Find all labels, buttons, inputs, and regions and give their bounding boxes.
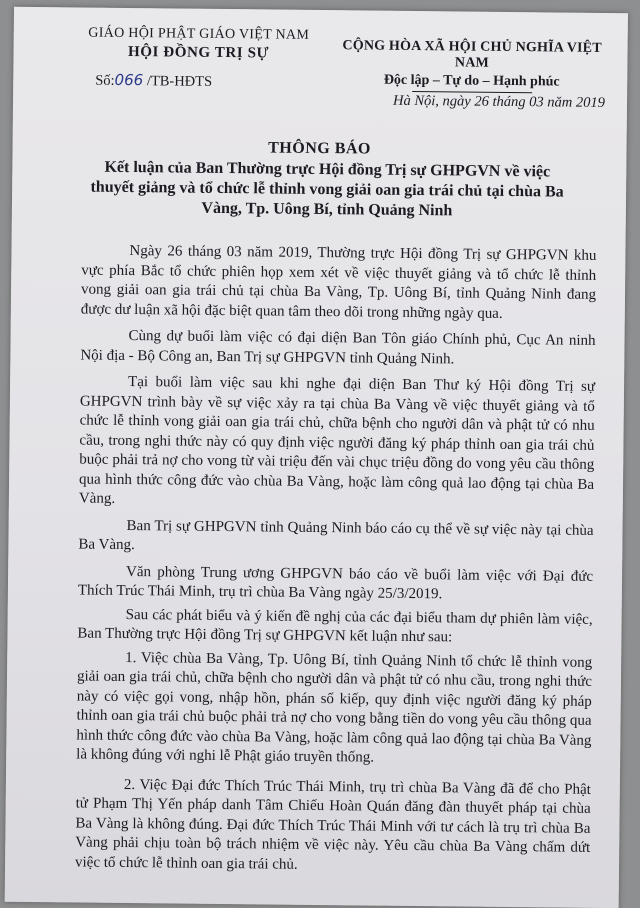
parent-organization: GIÁO HỘI PHẬT GIÁO VIỆT NAM: [88, 25, 310, 43]
nation-name: CỘNG HÒA XÃ HỘI CHỦ NGHĨA VIỆT NAM: [342, 38, 602, 71]
document-page: [5, 7, 628, 908]
issuer-block: [83, 26, 313, 63]
organization-name: HỘI ĐỒNG TRỊ SỰ: [127, 43, 270, 62]
place-date: Hà Nội, ngày 26 tháng 03 năm 2019: [392, 92, 605, 111]
paragraph: Văn phòng Trung ương GHPGVN báo cáo về buổi làm việc với Đại đức Thích Trúc Thái Minh, trụ trì chùa Ba Vàng ngày 25/3/2019.: [77, 563, 594, 603]
paragraph: Ban Trị sự GHPGVN tỉnh Quảng Ninh báo cáo cụ thể về sự việc này tại chùa Ba Vàng.: [78, 517, 594, 554]
paragraph: Sau các phát biểu và ý kiến đề nghị của các đại biểu tham dự phiên làm việc, Ban Thường trực Hội đồng Trị sự GHPGVN kết luận như sau:: [77, 606, 593, 646]
document-body: [75, 242, 597, 888]
document-subtitle: Kết luận của Ban Thường trực Hội đồng Trị sự GHPGVN về việc thuyết giảng và tổ chức lễ thỉnh vong giải oan gia trái chủ tại chùa Ba Vàng, Tp. Uông Bí, tỉnh Quảng Ninh: [90, 158, 564, 220]
document-title: THÔNG BÁO: [268, 139, 371, 158]
national-motto: Độc lập – Tự do – Hạnh phúc: [383, 72, 560, 90]
paragraph: Ngày 26 tháng 03 năm 2019, Thường trực Hội đồng Trị sự GHPGVN khu vực phía Bắc tổ chức phiên họp xem xét về việc thuyết giảng và tổ chức lễ thỉnh vong giải oan gia trái chủ tại chùa Ba Vàng, Tp. Uông Bí, tỉnh Quảng Ninh đang được dư luận xã hội đặc biệt quan tâm theo dõi trong những ngày qua.: [80, 243, 597, 322]
handwritten-number: 066: [114, 70, 144, 90]
paragraph: Cùng dự buổi làm việc có đại diện Ban Tôn giáo Chính phủ, Cục An ninh Nội địa - Bộ Công an, Ban Trị sự GHPGVN tỉnh Quảng Ninh.: [80, 328, 596, 367]
conclusion-item: 2. Việc Đại đức Thích Trúc Thái Minh, trụ trì chùa Ba Vàng đã để cho Phật tử Phạm Thị Yến pháp danh Tâm Chiếu Hoàn Quán đăng đàn thuyết pháp tại chùa Ba Vàng là không đúng. Đại đức Thích Trúc Thái Minh với tư cách là trụ trì chùa Ba Vàng phải chịu toàn bộ trách nhiệm về việc này. Yêu cầu chùa Ba Vàng chấm dứt việc tổ chức lễ thỉnh oan gia trái chủ.: [74, 776, 591, 873]
paragraph: Tại buổi làm việc sau khi nghe đại diện Ban Thư ký Hội đồng Trị sự GHPGVN trình bày về sự việc xảy ra tại chùa Ba Vàng về việc thuyết giảng và tổ chức lễ thỉnh vong giải oan gia trái chủ, chữa bệnh cho người dân và phật tử có nhu cầu, trong nghi thức này có quy định việc người đăng ký pháp thỉnh oan gia trái chủ buộc phải trả nợ cho vong từ vài triệu đến vài chục triệu đồng do vong yêu cầu thông qua hình thức công đức vào chùa Ba Vàng, hoặc làm công quả lao động tại chùa Ba Vàng.: [78, 374, 596, 507]
national-header: [329, 38, 615, 94]
number-suffix: /TB-HĐTS: [143, 73, 213, 90]
conclusion-item: 1. Việc chùa Ba Vàng, Tp. Uông Bí, tỉnh Quảng Ninh tổ chức lễ thỉnh vong giải oan gia trái chủ, chữa bệnh cho người dân và phật tử có nhu cầu, trong nghi thức này có việc gọi vong, nhập hồn, phán số kiếp, quy định việc người đăng ký pháp thỉnh oan gia trái chủ buộc phải trả nợ cho vong bằng tiền do vong yêu cầu thông qua hình thức công đức vào chùa Ba Vàng, hoặc làm công quả lao động tại chùa Ba Vàng là không đúng với nghi lễ Phật giáo truyền thống.: [76, 649, 593, 766]
document-number: [95, 71, 212, 91]
number-prefix: Số:: [95, 72, 115, 89]
